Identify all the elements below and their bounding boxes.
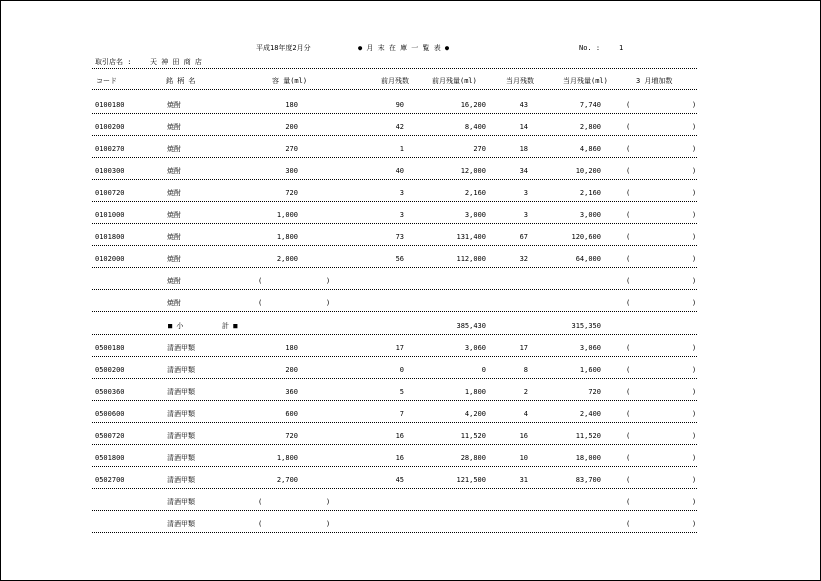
- cell-curr-volume: 2,160: [579, 189, 601, 197]
- cell-name: 清酒甲類: [167, 410, 195, 418]
- row-rule: [92, 311, 697, 312]
- cell-name: 焼酎: [167, 101, 181, 109]
- cell-curr-count: 32: [519, 255, 528, 263]
- row-rule: [92, 113, 697, 114]
- header-top-rule: [92, 68, 697, 69]
- row-rule: [92, 201, 697, 202]
- col-increase: 3 月増加数: [636, 77, 673, 85]
- cell-capacity: 180: [285, 344, 298, 352]
- cell-curr-count: 17: [519, 344, 528, 352]
- cell-name: 焼酎: [167, 299, 181, 307]
- cell-prev-volume: 3,000: [464, 211, 486, 219]
- row-rule: [92, 488, 697, 489]
- subtotal-label-2: 計 ■: [222, 322, 238, 330]
- cell-prev-volume: 1,800: [464, 388, 486, 396]
- cell-curr-count: 3: [523, 211, 528, 219]
- cell-curr-volume: 1,600: [579, 366, 601, 374]
- row-rule: [92, 135, 697, 136]
- cell-curr-volume: 11,520: [575, 432, 601, 440]
- cell-prev-count: 16: [395, 454, 404, 462]
- cell-name: 焼酎: [167, 233, 181, 241]
- subtotal-label-1: ■ 小: [168, 322, 184, 330]
- row-rule: [92, 245, 697, 246]
- cell-code: 0101800: [95, 233, 125, 241]
- cell-capacity: 200: [285, 123, 298, 131]
- cell-prev-count: 17: [395, 344, 404, 352]
- cell-code: 0102000: [95, 255, 125, 263]
- row-rule: [92, 422, 697, 423]
- cell-code: 0500600: [95, 410, 125, 418]
- cell-curr-count: 43: [519, 101, 528, 109]
- cell-curr-volume: 4,860: [579, 145, 601, 153]
- cell-prev-count: 45: [395, 476, 404, 484]
- cell-prev-count: 40: [395, 167, 404, 175]
- cell-name: 清酒甲類: [167, 476, 195, 484]
- cell-code: 0100300: [95, 167, 125, 175]
- cell-prev-count: 5: [399, 388, 404, 396]
- cell-code: 0502700: [95, 476, 125, 484]
- cell-name: 清酒甲類: [167, 432, 195, 440]
- cell-code: 0100720: [95, 189, 125, 197]
- cell-curr-count: 18: [519, 145, 528, 153]
- cell-curr-volume: 3,000: [579, 211, 601, 219]
- col-name: 銘 柄 名: [166, 77, 196, 85]
- cell-curr-volume: 2,800: [579, 123, 601, 131]
- cell-code: 0100180: [95, 101, 125, 109]
- cell-prev-count: 90: [395, 101, 404, 109]
- cell-code: 0501800: [95, 454, 125, 462]
- cell-name: 焼酎: [167, 189, 181, 197]
- cell-prev-volume: 112,000: [456, 255, 486, 263]
- cell-prev-count: 16: [395, 432, 404, 440]
- cell-capacity: 720: [285, 432, 298, 440]
- cell-code: 0500360: [95, 388, 125, 396]
- cell-name: 清酒甲類: [167, 344, 195, 352]
- cell-prev-count: 42: [395, 123, 404, 131]
- subtotal-prev-volume: 385,430: [456, 322, 486, 330]
- cell-curr-count: 31: [519, 476, 528, 484]
- row-rule: [92, 532, 697, 533]
- row-rule: [92, 179, 697, 180]
- cell-capacity: 2,000: [276, 255, 298, 263]
- cell-curr-count: 8: [523, 366, 528, 374]
- cell-curr-count: 67: [519, 233, 528, 241]
- cell-prev-volume: 3,060: [464, 344, 486, 352]
- cell-curr-volume: 18,000: [575, 454, 601, 462]
- cell-code: 0500180: [95, 344, 125, 352]
- page-number: 1: [619, 44, 624, 52]
- page-label: No. :: [579, 44, 601, 52]
- title-period: 平成18年度2月分: [256, 44, 311, 52]
- row-rule: [92, 444, 697, 445]
- cell-name: 焼酎: [167, 277, 181, 285]
- cell-code: 0100270: [95, 145, 125, 153]
- cell-code: 0500720: [95, 432, 125, 440]
- cell-capacity: 720: [285, 189, 298, 197]
- cell-prev-count: 7: [399, 410, 404, 418]
- cell-curr-volume: 3,060: [579, 344, 601, 352]
- cell-capacity: 270: [285, 145, 298, 153]
- cell-prev-count: 56: [395, 255, 404, 263]
- col-curr-volume: 当月残量(ml): [563, 77, 608, 85]
- cell-name: 焼酎: [167, 255, 181, 263]
- cell-curr-volume: 120,600: [571, 233, 601, 241]
- cell-curr-count: 4: [523, 410, 528, 418]
- cell-curr-count: 16: [519, 432, 528, 440]
- cell-capacity: 300: [285, 167, 298, 175]
- cell-curr-volume: 10,200: [575, 167, 601, 175]
- cell-capacity: 360: [285, 388, 298, 396]
- cell-prev-count: 73: [395, 233, 404, 241]
- row-rule: [92, 400, 697, 401]
- cell-name: 清酒甲類: [167, 366, 195, 374]
- cell-name: 焼酎: [167, 145, 181, 153]
- col-curr-count: 当月残数: [506, 77, 534, 85]
- row-rule: [92, 356, 697, 357]
- cell-prev-volume: 131,400: [456, 233, 486, 241]
- cell-capacity: 1,800: [276, 233, 298, 241]
- customer-label: 取引店名 :: [95, 58, 132, 66]
- col-prev-count: 前月残数: [381, 77, 409, 85]
- cell-name: 清酒甲類: [167, 388, 195, 396]
- row-rule: [92, 510, 697, 511]
- col-prev-volume: 前月残量(ml): [432, 77, 477, 85]
- cell-prev-volume: 16,200: [460, 101, 486, 109]
- cell-prev-count: 3: [399, 189, 404, 197]
- cell-prev-volume: 121,500: [456, 476, 486, 484]
- row-rule: [92, 157, 697, 158]
- cell-code: 0101000: [95, 211, 125, 219]
- cell-curr-count: 14: [519, 123, 528, 131]
- cell-curr-volume: 83,700: [575, 476, 601, 484]
- cell-prev-volume: 0: [481, 366, 486, 374]
- cell-curr-volume: 7,740: [579, 101, 601, 109]
- cell-capacity: 1,800: [276, 454, 298, 462]
- cell-prev-volume: 28,800: [460, 454, 486, 462]
- cell-prev-volume: 2,160: [464, 189, 486, 197]
- cell-curr-count: 2: [523, 388, 528, 396]
- subtotal-rule: [92, 334, 697, 335]
- cell-capacity: 600: [285, 410, 298, 418]
- cell-code: 0100200: [95, 123, 125, 131]
- cell-capacity: 2,700: [276, 476, 298, 484]
- cell-curr-volume: 720: [588, 388, 601, 396]
- row-rule: [92, 378, 697, 379]
- cell-name: 清酒甲類: [167, 520, 195, 528]
- header-bottom-rule: [92, 89, 697, 90]
- col-code: コード: [96, 77, 117, 85]
- cell-prev-volume: 8,400: [464, 123, 486, 131]
- cell-curr-count: 10: [519, 454, 528, 462]
- row-rule: [92, 267, 697, 268]
- cell-prev-count: 0: [399, 366, 404, 374]
- cell-code: 0500200: [95, 366, 125, 374]
- cell-prev-volume: 270: [473, 145, 486, 153]
- row-rule: [92, 289, 697, 290]
- cell-curr-count: 3: [523, 189, 528, 197]
- cell-name: 焼酎: [167, 123, 181, 131]
- report-title: ● 月 末 在 庫 一 覧 表 ●: [358, 44, 450, 52]
- col-capacity: 容 量(ml): [272, 77, 308, 85]
- cell-prev-count: 3: [399, 211, 404, 219]
- cell-prev-volume: 12,000: [460, 167, 486, 175]
- cell-curr-count: 34: [519, 167, 528, 175]
- cell-capacity: 200: [285, 366, 298, 374]
- cell-name: 焼酎: [167, 167, 181, 175]
- cell-prev-volume: 11,520: [460, 432, 486, 440]
- row-rule: [92, 466, 697, 467]
- cell-prev-volume: 4,200: [464, 410, 486, 418]
- cell-name: 清酒甲類: [167, 454, 195, 462]
- cell-curr-volume: 2,400: [579, 410, 601, 418]
- row-rule: [92, 223, 697, 224]
- subtotal-curr-volume: 315,350: [571, 322, 601, 330]
- cell-capacity: 1,000: [276, 211, 298, 219]
- cell-name: 焼酎: [167, 211, 181, 219]
- cell-prev-count: 1: [399, 145, 404, 153]
- cell-capacity: 180: [285, 101, 298, 109]
- cell-name: 清酒甲類: [167, 498, 195, 506]
- customer-name: 天 神 田 商 店: [150, 58, 202, 66]
- cell-curr-volume: 64,000: [575, 255, 601, 263]
